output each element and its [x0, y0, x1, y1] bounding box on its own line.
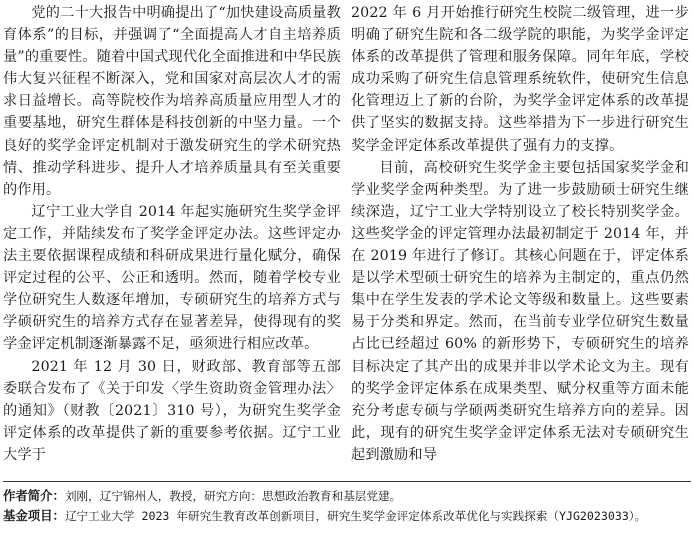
author-note	[3, 486, 691, 506]
footnote-divider	[3, 481, 691, 482]
paragraph: 目前，高校研究生奖学金主要包括国家奖学金和学业奖学金两种类型。为了进一步鼓励硕士研究生继续深造，辽宁工业大学特别设立了校长特别奖学金。这些奖学金的评定管理办法最初制定于 2014 年，并在 2019 年进行了修订。其核心问题在于，评定体系是以学术型硕士研究生的培养为主制定的，重点仍然集中在学生发表的学术论文等级和数量上。这些要素易于分类和界定。然而，在当前专业学位研究生数量占比已经超过 60% 的新形势下，专硕研究生的培养目标决定了其产出的成果并非以学术论文为主。现有的奖学金评定体系在成果类型、赋分权重等方面未能充分考虑专硕与学硕两类研究生培养方向的差异。因此，现有的研究生奖学金评定体系无法对专硕研究生起到激励和导	[351, 159, 689, 463]
paragraph: 党的二十大报告中明确提出了“加快建设高质量教育体系”的目标，并强调了“全面提高人才自主培养质量”的重要性。随着中国式现代化全面推进和中华民族伟大复兴征程不断深入，党和国家对高层次人才的需求日益增长。高等院校作为培养高质量应用型人才的重要基地，研究生群体是科技创新的中坚力量。一个良好的奖学金评定机制对于激发研究生的学术研究热情、推动学科进步、提升人才培养质量具有至关重要的作用。	[3, 5, 341, 198]
fund-label: 基金项目：	[3, 508, 65, 523]
fund-note	[3, 506, 691, 526]
left-column	[3, 2, 341, 466]
paragraph: 2021 年 12 月 30 日，财政部、教育部等五部委联合发布了《关于印发〈学生资助资金管理办法〉的通知》（财教〔2021〕310 号），为研究生奖学金评定体系的改革提供了新的重要参考依据。辽宁工业大学于	[3, 358, 341, 463]
fund-text: 辽宁工业大学 2023 年研究生教育改革创新项目，研究生奖学金评定体系改革优化与实践探索（YJG2023033）。	[64, 509, 647, 523]
paragraph: 2022 年 6 月开始推行研究生校院二级管理，进一步明确了研究生院和各二级学院的职能，为奖学金评定体系的改革提供了管理和服务保障。同年年底，学校成功采购了研究生信息管理系统软件，使研究生信息化管理迈上了新的台阶，为奖学金评定体系的改革提供了坚实的数据支持。这些举措为下一步进行研究生奖学金评定体系改革提供了强有力的支撑。	[351, 5, 689, 154]
paragraph: 辽宁工业大学自 2014 年起实施研究生奖学金评定工作，并陆续发布了奖学金评定办法。这些评定办法主要依据课程成绩和科研成果进行量化赋分，确保评定过程的公平、公正和透明。然而，随着学校专业学位研究生人数逐年增加，专硕研究生的培养方式与学硕研究生的培养方式存在显著差异，使得现有的奖学金评定机制逐渐暴露不足，亟须进行相应改革。	[3, 203, 341, 353]
right-column	[351, 2, 689, 466]
author-label: 作者简介：	[3, 488, 65, 503]
author-text: 刘刚，辽宁锦州人，教授，研究方向：思想政治教育和基层党建。	[64, 489, 402, 503]
footnotes	[3, 486, 691, 526]
